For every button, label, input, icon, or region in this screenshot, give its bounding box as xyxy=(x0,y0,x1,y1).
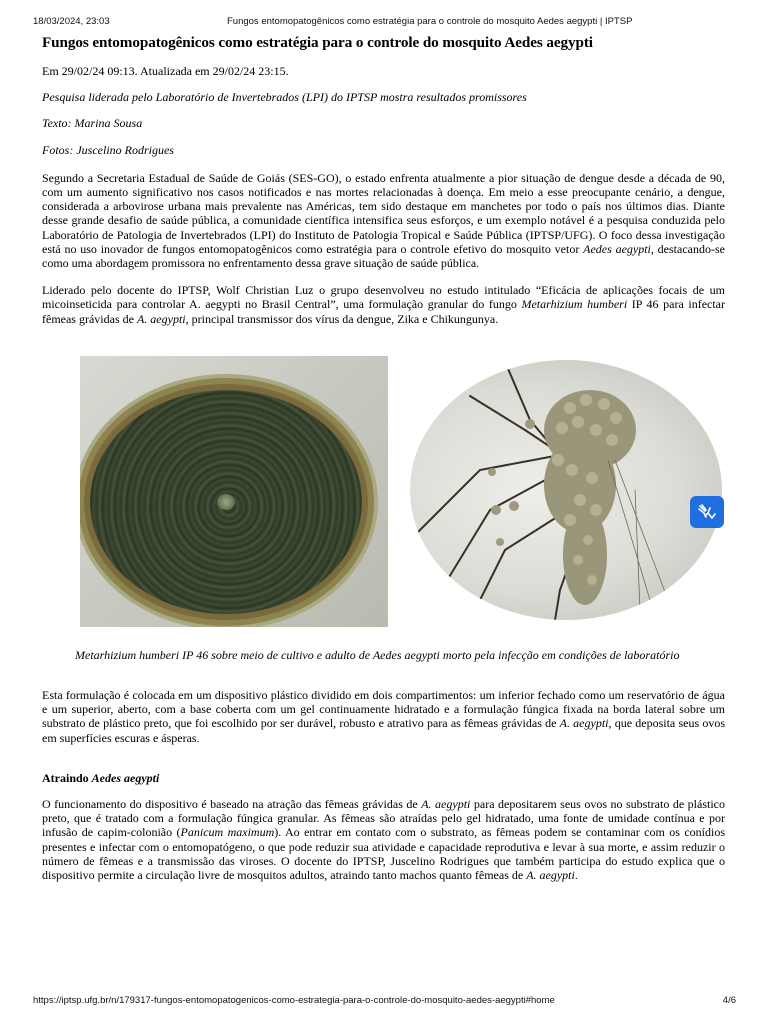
text-span: , que deposita seus ovos em superfícies escuras e ásperas. xyxy=(42,716,725,745)
text-span: para depositarem seus ovos no substrato de plástico preto, que é tratado com a formulação fúngica granular. As fêmeas são atraídas pelo gel hidratado, uma fonte de umidade contínua e por infusão de capim-colonião ( xyxy=(42,797,725,840)
text-span: , principal transmissor dos vírus da dengue, Zika e Chikungunya. xyxy=(185,311,499,326)
text-span: O funcionamento do dispositivo é baseado na atração das fêmeas grávidas de xyxy=(42,797,422,811)
species-name: A. aegypti xyxy=(559,716,609,731)
text-span: , destacando-se como uma abordagem promissora no enfrentamento dessa grave situação de saúde pública. xyxy=(42,241,725,271)
print-page-title: Fungos entomopatogênicos como estratégia para o controle do mosquito Aedes aegypti | IPTSP xyxy=(227,16,633,27)
text-span: Esta formulação é colocada em um dispositivo plástico dividido em dois compartimentos: um inferior fechado como um reservatório de água e um superior, aberto, com a base coberta com um gel continuamente hidratado e a formulação fúngica fixada na borda lateral sobre um substrato de plástico preto, que foi escolhido por ser durável, robusto e atrativo para as fêmeas grávidas de xyxy=(42,688,725,731)
article-header xyxy=(42,33,725,326)
species-name: Aedes aegypti xyxy=(91,771,160,785)
print-datetime: 18/03/2024, 23:03 xyxy=(33,16,110,27)
paragraph-2 xyxy=(42,283,725,326)
species-name: A. aegypti xyxy=(136,311,186,326)
section-heading xyxy=(42,771,159,785)
paragraph-3 xyxy=(42,688,725,745)
heading-text: Atraindo xyxy=(42,771,92,785)
species-name: Panicum maximum xyxy=(180,825,275,840)
infected-mosquito-illustration xyxy=(410,360,722,620)
text-span: Liderado pelo docente do IPTSP, Wolf Christian Luz o grupo desenvolveu no estudo intitulado “Eficácia de aplicações focais de um micoinseticida para controlar A. aegypti no Brasil Central”, uma formulação granular do fungo xyxy=(42,283,725,312)
text-span: . xyxy=(574,868,578,883)
text-credit: Texto: Marina Sousa xyxy=(42,116,143,131)
mosquito-photo xyxy=(410,360,722,620)
sign-language-hands-icon xyxy=(696,502,718,522)
article-title: Fungos entomopatogênicos como estratégia para o controle do mosquito Aedes aegypti xyxy=(42,34,593,51)
species-name: Metarhizium humberi xyxy=(521,297,628,312)
print-footer xyxy=(33,995,736,1009)
text-span: IP 46 para infectar fêmeas grávidas de xyxy=(42,297,726,326)
article-dates: Em 29/02/24 09:13. Atualizada em 29/02/24 23:15. xyxy=(42,64,289,78)
colony-center xyxy=(217,494,235,510)
petri-dish-photo xyxy=(80,356,388,627)
species-name: A. aegypti xyxy=(526,868,575,883)
print-url: https://iptsp.ufg.br/n/179317-fungos-entomopatogenicos-como-estrategia-para-o-controle-do-mosquito-aedes-aegypti#home xyxy=(33,995,555,1006)
paragraph-4 xyxy=(42,797,725,882)
photo-credit: Fotos: Juscelino Rodrigues xyxy=(42,142,174,157)
text-span: ). Ao entrar em contato com o substrato, as fêmeas podem se contaminar com os conídios presentes e infectar com o entomopatógeno, o que pode reduzir sua atividade e capacidade reprodutiva e levar à sua morte, e assim reduzir o número de fêmeas e a transmissão das viroses. O docente do IPTSP, Juscelino Rodrigues que também participa do estudo explica que o dispositivo permite a circulação livre de mosquitos adultos, atraindo tanto machos quanto fêmeas de xyxy=(42,825,725,883)
figure-caption: Metarhizium humberi IP 46 sobre meio de cultivo e adulto de Aedes aegypti morto pela infecção em condições de laboratório xyxy=(75,648,680,662)
page-number: 4/6 xyxy=(722,995,736,1006)
paragraph-1 xyxy=(42,171,725,270)
figure-images xyxy=(80,356,725,628)
accessibility-button[interactable] xyxy=(690,496,724,528)
species-name: Aedes aegypti xyxy=(583,241,651,256)
print-header xyxy=(33,16,738,30)
article-lead: Pesquisa liderada pelo Laboratório de Invertebrados (LPI) do IPTSP mostra resultados promissores xyxy=(42,90,527,105)
fungal-colony xyxy=(90,390,362,614)
text-span: Segundo a Secretaria Estadual de Saúde de Goiás (SES-GO), o estado enfrenta atualmente a pior situação de dengue desde a década de 90, com um aumento significativo nos casos notificados e nas mortes relacionadas à doença. Em meio a esse preocupante cenário, a dengue, considerada a arbovirose urbana mais prevalente nas Américas, tem sido destaque em manchetes por todo o país nos últimos dias. Diante desse grande desafio de saúde pública, a comunidade científica intensifica seus esforços, e um exemplo notável é a pesquisa conduzida pelo Laboratório de Patologia de Invertebrados (LPI) do Instituto de Patologia Tropical e Saúde Pública (IPTSP/UFG). O foco dessa investigação está no uso inovador de fungos entomopatogênicos como estratégia para o controle efetivo do mosquito vetor xyxy=(42,170,725,256)
species-name: A. aegypti xyxy=(421,797,471,811)
